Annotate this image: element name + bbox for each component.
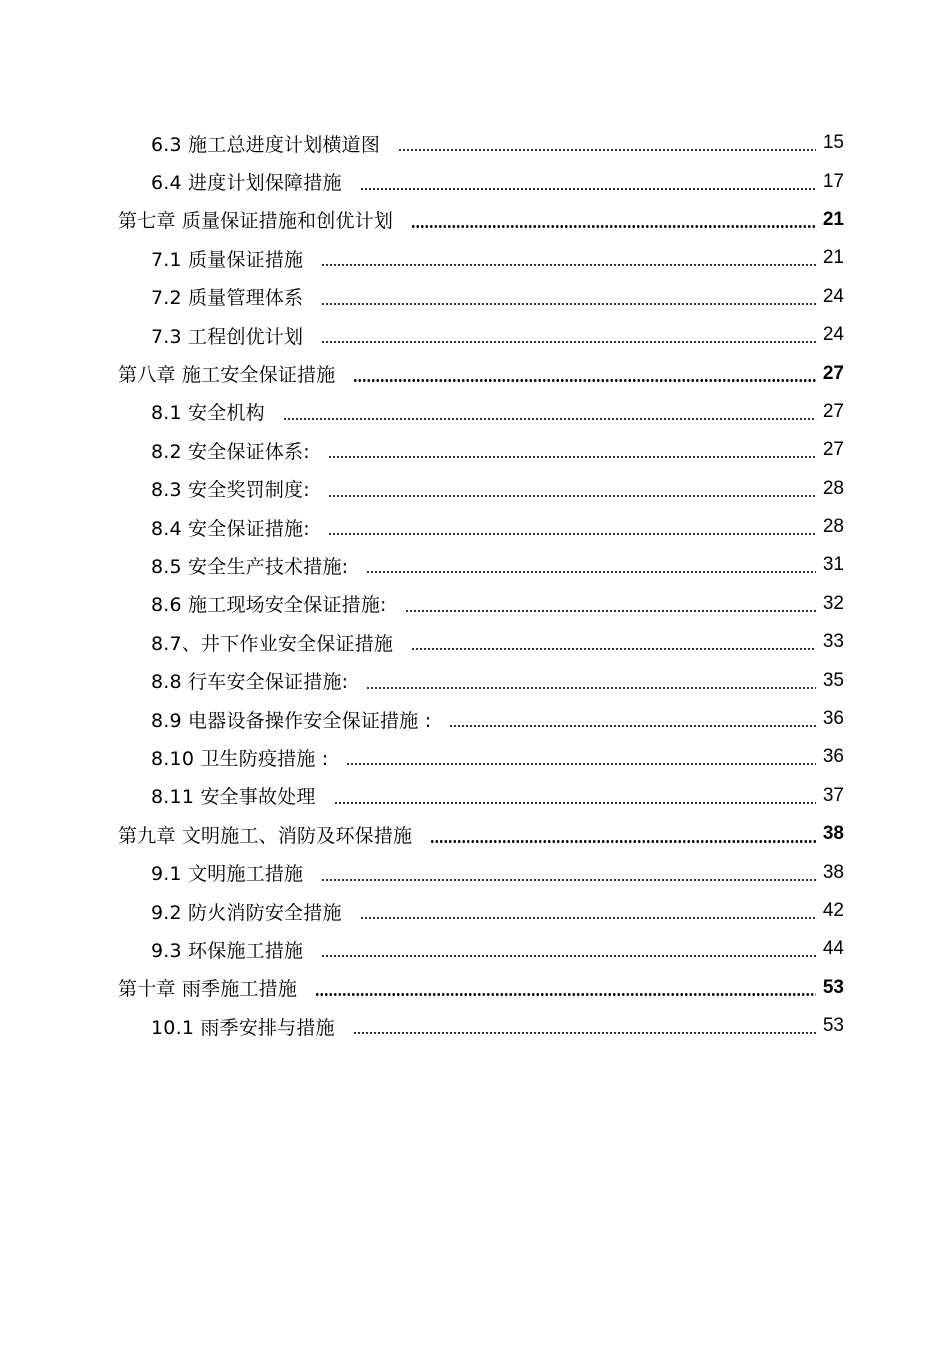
toc-page-number: 36	[822, 708, 844, 730]
toc-page-number: 24	[822, 324, 844, 346]
toc-section-entry[interactable]	[0, 239, 950, 277]
toc-chapter-entry[interactable]	[0, 969, 950, 1007]
toc-section-entry[interactable]	[0, 546, 950, 584]
toc-dot-leader	[321, 879, 816, 881]
toc-page-number: 21	[822, 247, 844, 269]
toc-dot-leader	[398, 149, 816, 151]
toc-dot-leader	[449, 725, 816, 727]
toc-page-number: 28	[822, 477, 844, 499]
toc-section-entry[interactable]	[0, 738, 950, 776]
toc-section-entry[interactable]	[0, 853, 950, 891]
toc-entry-title: 8.3 安全奖罚制度:	[151, 479, 310, 502]
toc-entry-title: 7.3 工程创优计划	[151, 325, 304, 348]
toc-section-entry[interactable]	[0, 661, 950, 699]
toc-dot-leader	[321, 341, 816, 343]
toc-section-entry[interactable]	[0, 892, 950, 930]
table-of-contents	[0, 124, 950, 1045]
toc-dot-leader	[321, 264, 816, 266]
toc-section-entry[interactable]	[0, 470, 950, 508]
toc-page-number: 38	[822, 823, 844, 845]
toc-chapter-entry[interactable]	[0, 815, 950, 853]
toc-dot-leader	[328, 495, 816, 497]
toc-dot-leader	[430, 840, 816, 843]
toc-entry-title: 第八章 施工安全保证措施	[118, 364, 336, 387]
toc-page-number: 15	[822, 132, 844, 154]
toc-page-number: 28	[822, 516, 844, 538]
toc-page-number: 31	[822, 554, 844, 576]
toc-section-entry[interactable]	[0, 930, 950, 968]
toc-page-number: 17	[822, 170, 844, 192]
toc-entry-title: 9.2 防火消防安全措施	[151, 901, 342, 924]
toc-entry-title: 9.1 文明施工措施	[151, 863, 304, 886]
toc-section-entry[interactable]	[0, 1007, 950, 1045]
toc-section-entry[interactable]	[0, 508, 950, 546]
toc-dot-leader	[353, 1032, 816, 1034]
toc-entry-title: 第七章 质量保证措施和创优计划	[118, 210, 394, 233]
toc-entry-title: 8.8 行车安全保证措施:	[151, 671, 349, 694]
toc-entry-title: 10.1 雨季安排与措施	[151, 1016, 335, 1039]
toc-dot-leader	[315, 993, 816, 996]
toc-entry-title: 7.2 质量管理体系	[151, 287, 304, 310]
toc-dot-leader	[283, 418, 816, 420]
toc-page-number: 21	[822, 208, 844, 230]
toc-entry-title: 8.7、井下作业安全保证措施	[151, 632, 394, 655]
toc-section-entry[interactable]	[0, 124, 950, 162]
toc-entry-title: 8.1 安全机构	[151, 402, 265, 425]
toc-entry-title: 8.4 安全保证措施:	[151, 517, 310, 540]
toc-section-entry[interactable]	[0, 431, 950, 469]
toc-dot-leader	[405, 610, 816, 612]
toc-page-number: 32	[822, 592, 844, 614]
toc-page-number: 42	[822, 900, 844, 921]
toc-page-number: 27	[822, 362, 844, 384]
toc-entry-title: 9.3 环保施工措施	[151, 939, 304, 962]
toc-dot-leader	[321, 955, 816, 957]
toc-page-number: 53	[822, 976, 844, 998]
toc-dot-leader	[346, 763, 816, 765]
toc-section-entry[interactable]	[0, 316, 950, 354]
toc-chapter-entry[interactable]	[0, 354, 950, 392]
toc-page-number: 37	[822, 784, 844, 806]
toc-dot-leader	[360, 188, 816, 190]
toc-entry-title: 第十章 雨季施工措施	[118, 978, 298, 1001]
toc-page-number: 35	[822, 669, 844, 691]
toc-dot-leader	[360, 917, 816, 919]
toc-entry-title: 第九章 文明施工、消防及环保措施	[118, 824, 413, 847]
toc-dot-leader	[334, 802, 816, 804]
toc-dot-leader	[411, 225, 816, 228]
toc-page-number: 36	[822, 746, 844, 768]
toc-entry-title: 8.10 卫生防疫措施 :	[151, 747, 329, 770]
toc-chapter-entry[interactable]	[0, 201, 950, 239]
toc-section-entry[interactable]	[0, 162, 950, 200]
toc-dot-leader	[366, 571, 816, 573]
toc-entry-title: 6.4 进度计划保障措施	[151, 172, 342, 195]
toc-dot-leader	[411, 648, 816, 650]
toc-entry-title: 8.11 安全事故处理	[151, 786, 316, 809]
toc-page-number: 24	[822, 285, 844, 307]
toc-dot-leader	[328, 533, 816, 535]
toc-page-number: 27	[822, 400, 844, 422]
toc-page-number: 44	[822, 938, 844, 960]
toc-section-entry[interactable]	[0, 777, 950, 815]
toc-dot-leader	[353, 379, 816, 382]
toc-page-number: 53	[822, 1015, 844, 1037]
toc-entry-title: 8.9 电器设备操作安全保证措施 :	[151, 709, 432, 732]
toc-section-entry[interactable]	[0, 278, 950, 316]
toc-section-entry[interactable]	[0, 623, 950, 661]
toc-dot-leader	[366, 687, 816, 689]
toc-entry-title: 8.2 安全保证体系:	[151, 440, 310, 463]
toc-page-number: 33	[822, 631, 844, 653]
toc-page-number: 27	[822, 439, 844, 461]
toc-section-entry[interactable]	[0, 700, 950, 738]
toc-entry-title: 8.5 安全生产技术措施:	[151, 555, 349, 578]
toc-dot-leader	[328, 456, 816, 458]
toc-entry-title: 7.1 质量保证措施	[151, 248, 304, 271]
toc-entry-title: 8.6 施工现场安全保证措施:	[151, 594, 387, 617]
toc-dot-leader	[321, 303, 816, 305]
toc-entry-title: 6.3 施工总进度计划横道图	[151, 133, 381, 156]
toc-section-entry[interactable]	[0, 393, 950, 431]
toc-page-number: 38	[822, 861, 844, 883]
toc-section-entry[interactable]	[0, 585, 950, 623]
